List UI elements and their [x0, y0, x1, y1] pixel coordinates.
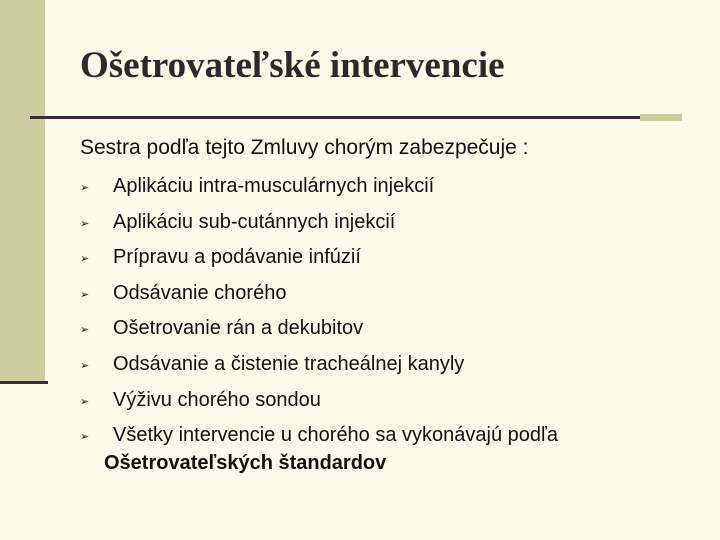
title-divider-accent — [640, 114, 682, 121]
arrow-bullet-icon: ➢ — [80, 395, 90, 408]
arrow-bullet-icon: ➢ — [80, 217, 90, 230]
left-accent-bar — [0, 0, 45, 382]
arrow-bullet-icon: ➢ — [80, 359, 90, 372]
slide-title: Ošetrovateľské intervencie — [80, 45, 505, 86]
list-item-text: Odsávanie a čistenie tracheálnej kanyly — [113, 352, 465, 375]
left-accent-underline — [0, 381, 48, 384]
arrow-bullet-icon: ➢ — [80, 253, 90, 266]
arrow-bullet-icon: ➢ — [80, 182, 90, 194]
list-item-text: Aplikáciu intra-musculárnych injekcií — [113, 175, 435, 197]
list-item-text: Všetky intervencie u chorého sa vykonávajú podľa — [113, 424, 558, 447]
list-item-text: Ošetrovanie rán a dekubitov — [113, 317, 364, 340]
standards-text: Ošetrovateľských štandardov — [104, 452, 387, 474]
arrow-bullet-icon: ➢ — [80, 324, 90, 337]
list-item-text: Výživu chorého sondou — [113, 388, 321, 411]
arrow-bullet-icon: ➢ — [80, 431, 90, 444]
list-item-text: Odsávanie chorého — [113, 281, 287, 304]
intro-text: Sestra podľa tejto Zmluvy chorým zabezpečuje : — [80, 136, 529, 159]
arrow-bullet-icon: ➢ — [80, 288, 90, 301]
list-item-text: Aplikáciu sub-cutánnych injekcií — [113, 210, 396, 233]
title-divider — [30, 116, 640, 119]
list-item-text: Prípravu a podávanie infúzií — [113, 246, 361, 269]
